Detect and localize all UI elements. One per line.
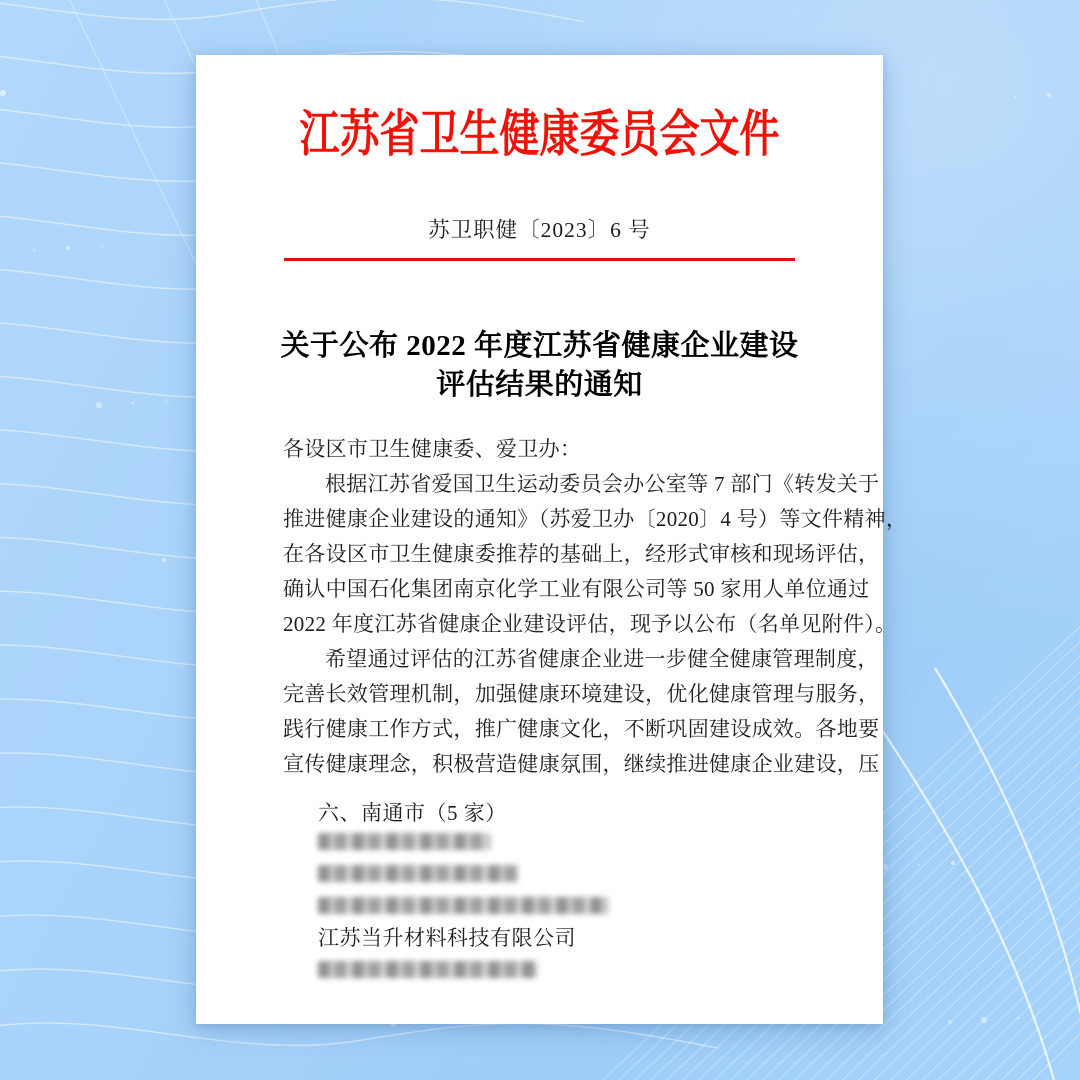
- sparkle-dot: [33, 249, 35, 251]
- blurred-company-name: [318, 961, 538, 978]
- sparkle-dot: [981, 1017, 987, 1023]
- blurred-company-name: [318, 865, 518, 882]
- sparkle-dot: [1047, 93, 1051, 97]
- sparkle-dot: [951, 861, 955, 865]
- sparkle-dot: [162, 558, 166, 562]
- company-name: 江苏当升材料科技有限公司: [318, 926, 576, 950]
- company-row-redacted: [318, 857, 798, 889]
- document-body: [283, 432, 908, 782]
- document-header-title: 江苏省卫生健康委员会文件: [299, 106, 780, 162]
- sparkle-dot: [1017, 1017, 1019, 1019]
- sparkle-dot: [36, 90, 38, 92]
- wave-line: [0, 0, 585, 22]
- company-row-redacted: [318, 889, 798, 921]
- document-number: 苏卫职健〔2023〕6 号: [428, 218, 651, 242]
- body-line: 确认中国石化集团南京化学工业有限公司等 50 家用人单位通过: [283, 577, 870, 601]
- body-line: 根据江苏省爱国卫生运动委员会办公室等 7 部门《转发关于: [325, 472, 880, 496]
- document-title-line2: 评估结果的通知: [436, 369, 643, 401]
- blurred-company-name: [318, 833, 490, 850]
- sparkle-dot: [918, 864, 920, 866]
- body-line: 践行健康工作方式，推广健康文化，不断巩固建设成效。各地要: [283, 717, 880, 741]
- body-line: 推进健康企业建设的通知》（苏爱卫办〔2020〕4 号）等文件精神，: [283, 507, 908, 531]
- sparkle-dot: [132, 402, 134, 404]
- sparkle-dot: [948, 1020, 952, 1024]
- wave-line: [0, 1023, 718, 1048]
- body-line: 完善长效管理机制，加强健康环境建设，优化健康管理与服务，: [283, 682, 880, 706]
- company-row-redacted: [318, 953, 798, 985]
- body-line: 2022 年度江苏省健康企业建设评估，现予以公布（名单见附件）。: [283, 612, 897, 636]
- document-title-line1: 关于公布 2022 年度江苏省健康企业建设: [280, 330, 799, 362]
- sparkle-dot: [96, 402, 102, 408]
- salutation: 各设区市卫生健康委、爱卫办：: [283, 437, 582, 461]
- body-line: 希望通过评估的江苏省健康企业进一步健全健康管理制度，: [325, 647, 879, 671]
- sparkle-dot: [1014, 96, 1016, 98]
- sparkle-dot: [0, 90, 6, 96]
- document-title: [196, 327, 883, 405]
- sparkle-dot: [165, 399, 169, 403]
- attachment-section: [318, 801, 798, 985]
- red-divider-line: [284, 258, 795, 261]
- sparkle-dot: [66, 246, 70, 250]
- body-line: 在各设区市卫生健康委推荐的基础上，经形式审核和现场评估，: [283, 542, 880, 566]
- company-row-redacted: [318, 825, 798, 857]
- sparkle-dot: [99, 243, 105, 249]
- document-page: [196, 55, 908, 1024]
- blurred-company-name: [318, 897, 608, 914]
- body-line: 宣传健康理念，积极营造健康氛围，继续推进健康企业建设，压: [283, 752, 880, 776]
- section-heading: 六、南通市（5 家）: [318, 801, 507, 825]
